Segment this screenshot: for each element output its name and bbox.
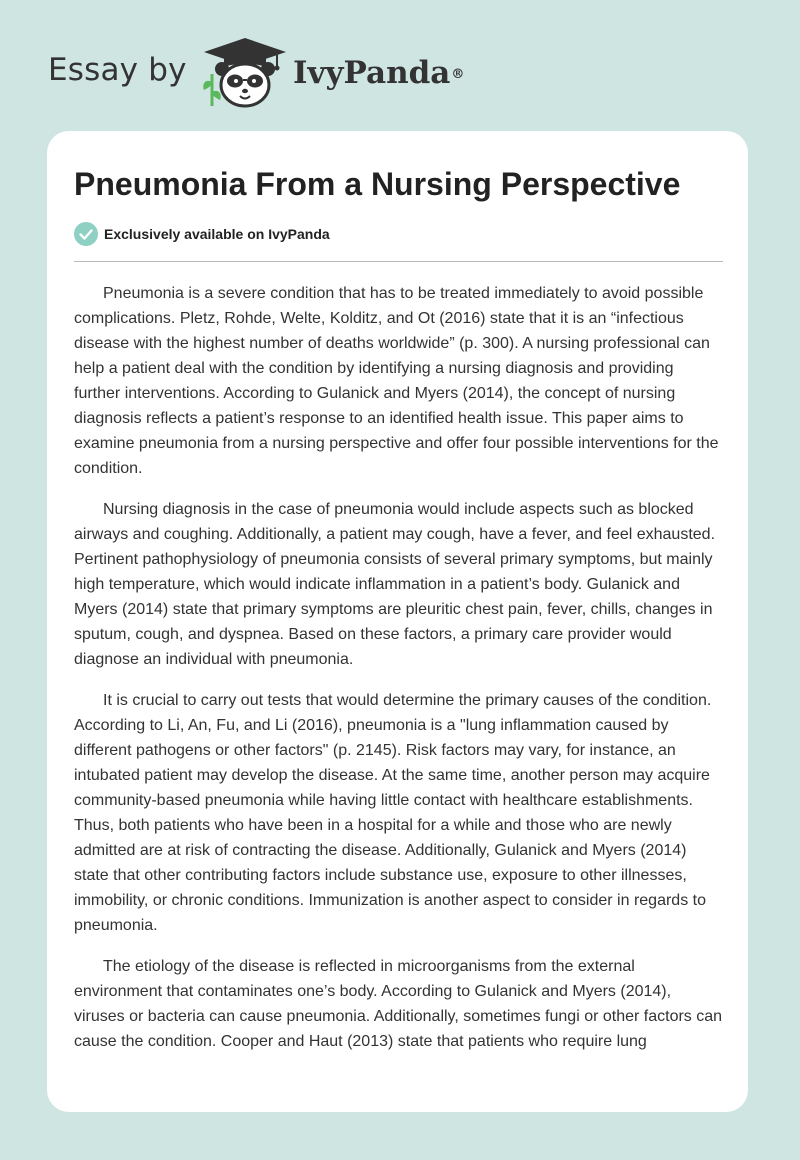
trademark-symbol: ® [451, 67, 465, 82]
page-title: Pneumonia From a Nursing Perspective [74, 166, 681, 202]
exclusive-badge-text: Exclusively available on IvyPanda [104, 226, 330, 242]
panda-graduate-icon[interactable] [202, 36, 288, 108]
paragraph: Nursing diagnosis in the case of pneumonia would include aspects such as blocked airways and coughing. Additionally, a patient may cough, have a fever, and feel exhausted. Pertinent pathophysiology of pneumonia consists of several primary symptoms, but mainly high temperature, which would indicate inflammation in a patient’s body. Gulanick and Myers (2014) state that primary symptoms are pleuritic chest pain, fever, chills, changes in sputum, cough, and dyspnea. Based on these factors, a primary care provider would diagnose an individual with pneumonia. [74, 501, 716, 668]
title-divider [74, 261, 723, 262]
paragraph: The etiology of the disease is reflected in microorganisms from the external environment that contaminates one’s body. According to Gulanick and Myers (2014), viruses or bacteria can cause pneumonia. Additionally, sometimes fungi or other factors can cause the condition. Cooper and Haut (2013) state that patients who require lung [74, 958, 723, 1050]
essay-body [74, 281, 723, 1070]
exclusive-badge [74, 222, 330, 246]
essay-card [47, 131, 748, 1112]
site-header [0, 0, 800, 130]
paragraph: Pneumonia is a severe condition that has to be treated immediately to avoid possible complications. Pletz, Rohde, Welte, Kolditz, and Ot (2016) state that it is an “infectious disease with the highest number of deaths worldwide” (p. 300). A nursing professional can help a patient deal with the condition by identifying a nursing diagnosis and providing further interventions. According to Gulanick and Myers (2014), the concept of nursing diagnosis reflects a patient’s response to an identified health issue. This paper aims to examine pneumonia from a nursing perspective and offer four possible interventions for the condition. [74, 285, 719, 477]
essay-by-label: Essay by [48, 52, 187, 88]
paragraph: It is crucial to carry out tests that would determine the primary causes of the condition. According to Li, An, Fu, and Li (2016), pneumonia is a "lung inflammation caused by different pathogens or other factors" (p. 2145). Risk factors may vary, for instance, an intubated patient may develop the disease. At the same time, another person may acquire community-based pneumonia while having little contact with healthcare establishments. Thus, both patients who have been in a hospital for a while and those who are newly admitted are at risk of contracting the disease. Additionally, Gulanick and Myers (2014) state that other contributing factors include substance use, exposure to other illnesses, immobility, or chronic conditions. Immunization is another aspect to consider in regards to pneumonia. [74, 692, 712, 934]
check-circle-icon [74, 222, 98, 246]
ivypanda-logo-text[interactable] [293, 55, 464, 91]
brand-name: IvyPanda [293, 55, 451, 91]
